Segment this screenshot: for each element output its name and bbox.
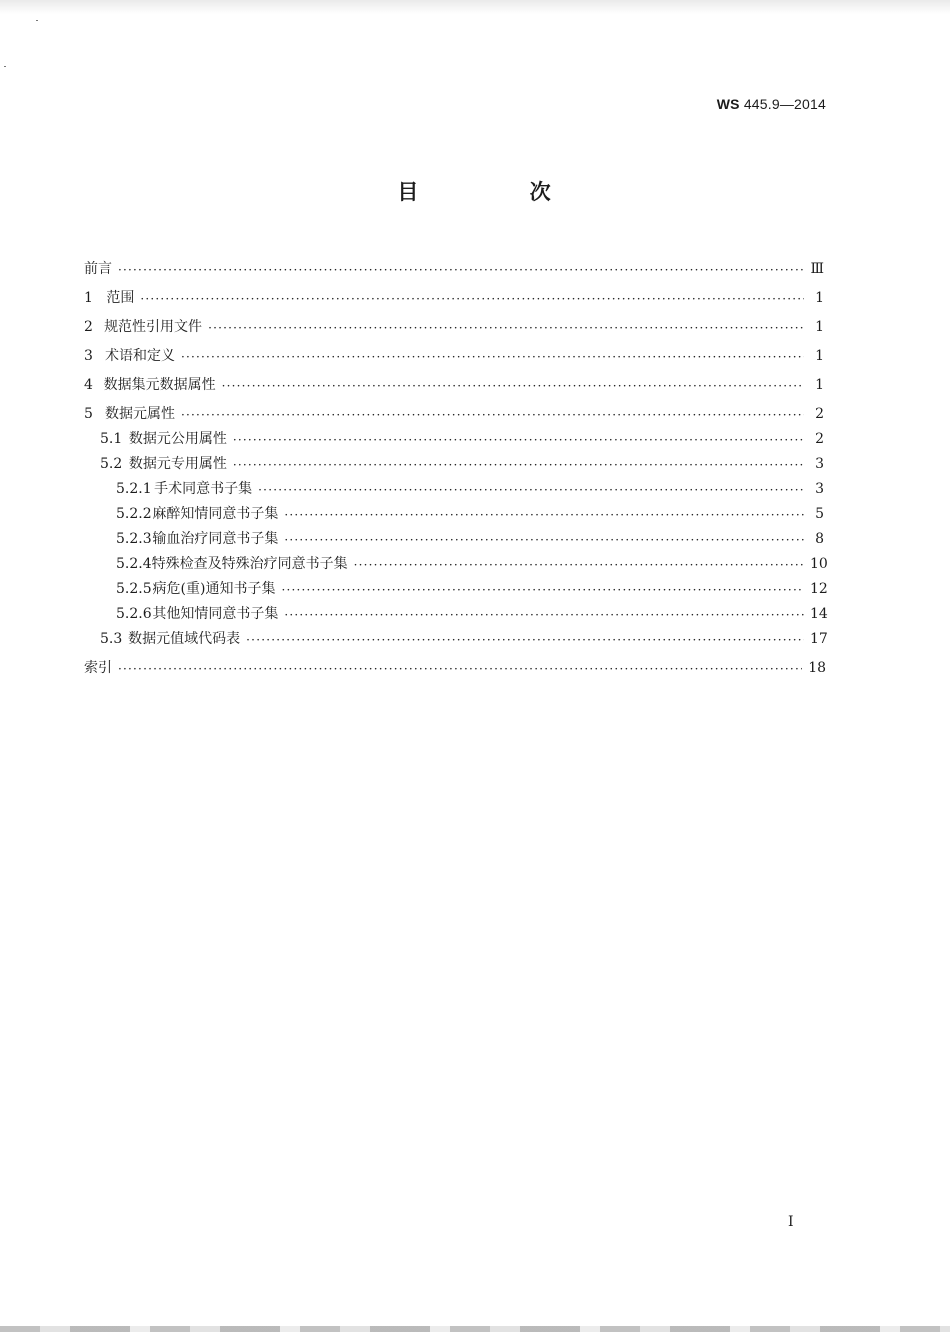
toc-label: 数据元值域代码表 [128,631,241,647]
toc-leader [354,557,804,571]
toc-number: 4 [84,377,93,393]
toc-entry-5-2-4[interactable] [116,553,828,573]
toc-leader [222,378,804,392]
toc-page: 1 [815,319,824,335]
toc-label: 其他知情同意书子集 [152,606,279,622]
toc-entry-preface[interactable] [84,258,824,278]
toc-number: 5.2.6 [116,606,152,622]
toc-leader [140,291,804,305]
toc-page: 1 [815,290,824,306]
toc-number: 2 [84,319,93,335]
toc-page: Ⅲ [810,261,824,277]
toc-label: 范围 [106,290,135,306]
toc-leader [281,582,804,596]
toc-number: 5.2.1 [116,481,152,497]
toc-leader [208,320,804,334]
toc-number: 1 [84,290,93,306]
standard-code: 445.9—2014 [743,96,826,112]
standard-prefix: WS [716,96,740,112]
toc-label: 数据元公用属性 [128,431,227,447]
scan-edge-bottom [0,1326,950,1332]
toc-number: 3 [84,348,93,364]
toc-leader [181,407,804,421]
toc-label: 规范性引用文件 [104,319,203,335]
toc-label: 数据元属性 [104,406,175,422]
toc-leader [246,632,804,646]
toc-label: 特殊检查及特殊治疗同意书子集 [151,556,348,572]
toc-page: 3 [815,481,824,497]
toc-page: 18 [808,660,827,676]
toc-page: 1 [815,377,824,393]
page-title: 目 次 [397,180,603,204]
toc-leader [284,607,804,621]
toc-entry-5-2-1[interactable] [116,478,824,498]
toc-page: 2 [815,406,824,422]
scan-speck [36,20,38,21]
toc-entry-5-3[interactable] [100,628,828,648]
toc-number: 5.2 [100,456,123,472]
toc-label: 数据集元数据属性 [103,377,216,393]
toc-page: 1 [815,348,824,364]
scan-edge-top [0,0,950,14]
toc-entry-2[interactable] [84,316,824,336]
toc-entry-5-2-6[interactable] [116,603,828,623]
toc-leader [284,507,804,521]
toc-label: 麻醉知情同意书子集 [152,506,279,522]
toc-entry-5-2-2[interactable] [116,503,824,523]
toc-page: 10 [810,556,828,572]
scan-speck [4,66,6,67]
toc-label: 病危(重)通知书子集 [152,581,276,597]
toc-entry-3[interactable] [84,345,824,365]
toc-entry-5-1[interactable] [100,428,824,448]
toc-label: 数据元专用属性 [128,456,227,472]
toc-entry-5-2[interactable] [100,453,824,473]
toc-page: 5 [815,506,824,522]
toc-number: 5.2.5 [116,581,152,597]
toc-leader [233,457,804,471]
toc-number: 5 [84,406,93,422]
toc-label: 索引 [84,660,112,676]
toc-label: 手术同意书子集 [154,481,253,497]
toc-leader [284,532,804,546]
toc-page: 2 [815,431,824,447]
toc-entry-1[interactable] [84,287,824,307]
toc-leader [233,432,804,446]
toc-leader [258,482,804,496]
toc-number: 5.1 [100,431,123,447]
toc-page: 3 [815,456,824,472]
toc-leader [118,262,804,276]
toc-entry-5-2-5[interactable] [116,578,828,598]
toc-page: 17 [810,631,828,647]
toc-entry-5[interactable] [84,403,824,423]
toc-entry-4[interactable] [84,374,824,394]
page-number: I [788,1214,794,1230]
toc-page: 14 [810,606,828,622]
toc-number: 5.2.4 [116,556,152,572]
toc-number: 5.2.3 [116,531,152,547]
toc-number: 5.2.2 [116,506,152,522]
toc-entry-5-2-3[interactable] [116,528,824,548]
toc-page: 8 [815,531,824,547]
toc-label: 输血治疗同意书子集 [152,531,279,547]
toc-number: 5.3 [100,631,123,647]
toc-page: 12 [810,581,828,597]
toc-leader [181,349,804,363]
standard-number [717,96,826,112]
toc-label: 术语和定义 [104,348,175,364]
toc-leader [118,661,802,675]
toc-entry-index[interactable] [84,657,827,677]
toc-label: 前言 [84,261,112,277]
